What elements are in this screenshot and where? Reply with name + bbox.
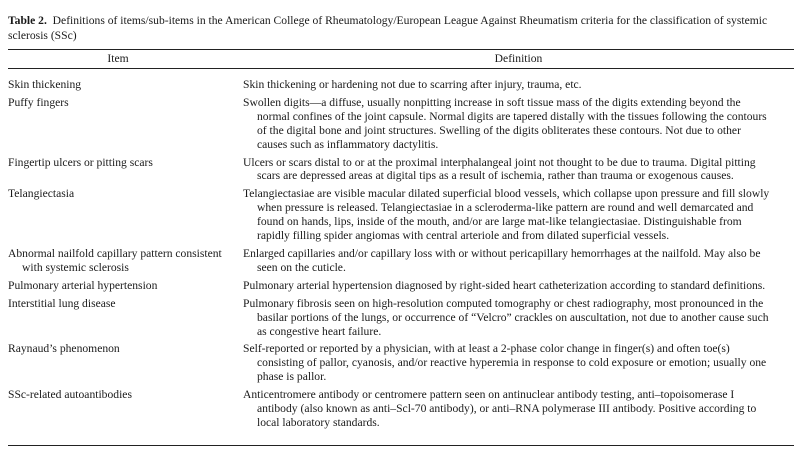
definition-cell: Telangiectasiae are visible macular dilated superficial blood vessels, which collapse upon pressure and fill slowly when pressure is released. Telangiectasiae in a scleroderma-like pattern are round and well demarcated and found on hands, lips, inside of the mouth, and/or are large mat-like telangiectasiae. Distinguishable from rapidly filling spider angiomas with central arteriole and from dilated superficial vessels. — [243, 187, 770, 243]
item-cell: Raynaud’s phenomenon — [8, 342, 120, 356]
table-row — [8, 342, 794, 384]
table-body — [8, 78, 794, 434]
definition-cell: Anticentromere antibody or centromere pattern seen on antinuclear antibody testing, anti–topoisomerase I antibody (also known as anti–Scl-70 antibody), or anti–RNA polymerase III antibody. Positive according to local laboratory standards. — [243, 388, 757, 429]
definition-cell: Enlarged capillaries and/or capillary loss with or without pericapillary hemorrhages at the nailfold. May also be seen on the cuticle. — [243, 246, 761, 274]
table-row — [8, 187, 794, 243]
table-row — [8, 388, 794, 430]
definition-cell: Ulcers or scars distal to or at the proximal interphalangeal joint not thought to be due to trauma. Digital pitting scars are depressed areas at digital tips as a result of ischemia, rather than trauma or exogenous causes. — [243, 155, 756, 183]
table-row — [8, 297, 794, 339]
table-bottom-rule — [8, 445, 794, 446]
item-cell: Interstitial lung disease — [8, 296, 116, 310]
item-cell: Fingertip ulcers or pitting scars — [8, 155, 153, 169]
column-header-item: Item — [107, 52, 129, 65]
table-row — [8, 247, 794, 275]
item-cell: Telangiectasia — [8, 187, 75, 201]
definition-cell: Self-reported or reported by a physician, with at least a 2-phase color change in finger(s) and often toe(s) consisting of pallor, cyanosis, and/or reactive hyperemia in response to cold exposure or emotion; usually one phase is pallor. — [243, 342, 767, 384]
table-header-rule — [8, 68, 794, 69]
table-row — [8, 279, 794, 293]
definition-cell: Pulmonary arterial hypertension diagnosed by right-sided heart catheterization according to standard definitions. — [243, 278, 766, 292]
item-cell: SSc-related autoantibodies — [8, 388, 132, 402]
definition-cell: Pulmonary fibrosis seen on high-resolution computed tomography or chest radiography, most pronounced in the basilar portions of the lungs, or occurrence of “Velcro” crackles on auscultation, not due to another cause such as congestive heart failure. — [243, 296, 769, 338]
table-row — [8, 78, 794, 92]
definition-cell: Swollen digits—a diffuse, usually nonpitting increase in soft tissue mass of the digits extending beyond the normal confines of the joint capsule. Normal digits are tapered distally with the tissues following the contours of the digital bone and joint structures. Swelling of the digits obliterates these contours. Not due to other causes such as inflammatory dactylitis. — [243, 95, 767, 151]
column-header-definition: Definition — [494, 52, 543, 65]
item-cell: Puffy fingers — [8, 95, 69, 109]
table-row — [8, 96, 794, 152]
item-cell: Skin thickening — [8, 78, 82, 91]
item-cell: Abnormal nailfold capillary pattern consistent with systemic sclerosis — [8, 246, 222, 274]
table-top-rule — [8, 49, 794, 50]
table-caption-text: Definitions of items/sub-items in the American College of Rheumatology/European League Against Rheumatism criteria for the classification of systemic sclerosis (SSc) — [8, 14, 768, 42]
table-caption-label: Table 2. — [8, 14, 47, 27]
table-row — [8, 156, 794, 184]
table-caption — [8, 13, 794, 43]
item-cell: Pulmonary arterial hypertension — [8, 278, 158, 292]
definition-cell: Skin thickening or hardening not due to scarring after injury, trauma, etc. — [243, 78, 582, 91]
